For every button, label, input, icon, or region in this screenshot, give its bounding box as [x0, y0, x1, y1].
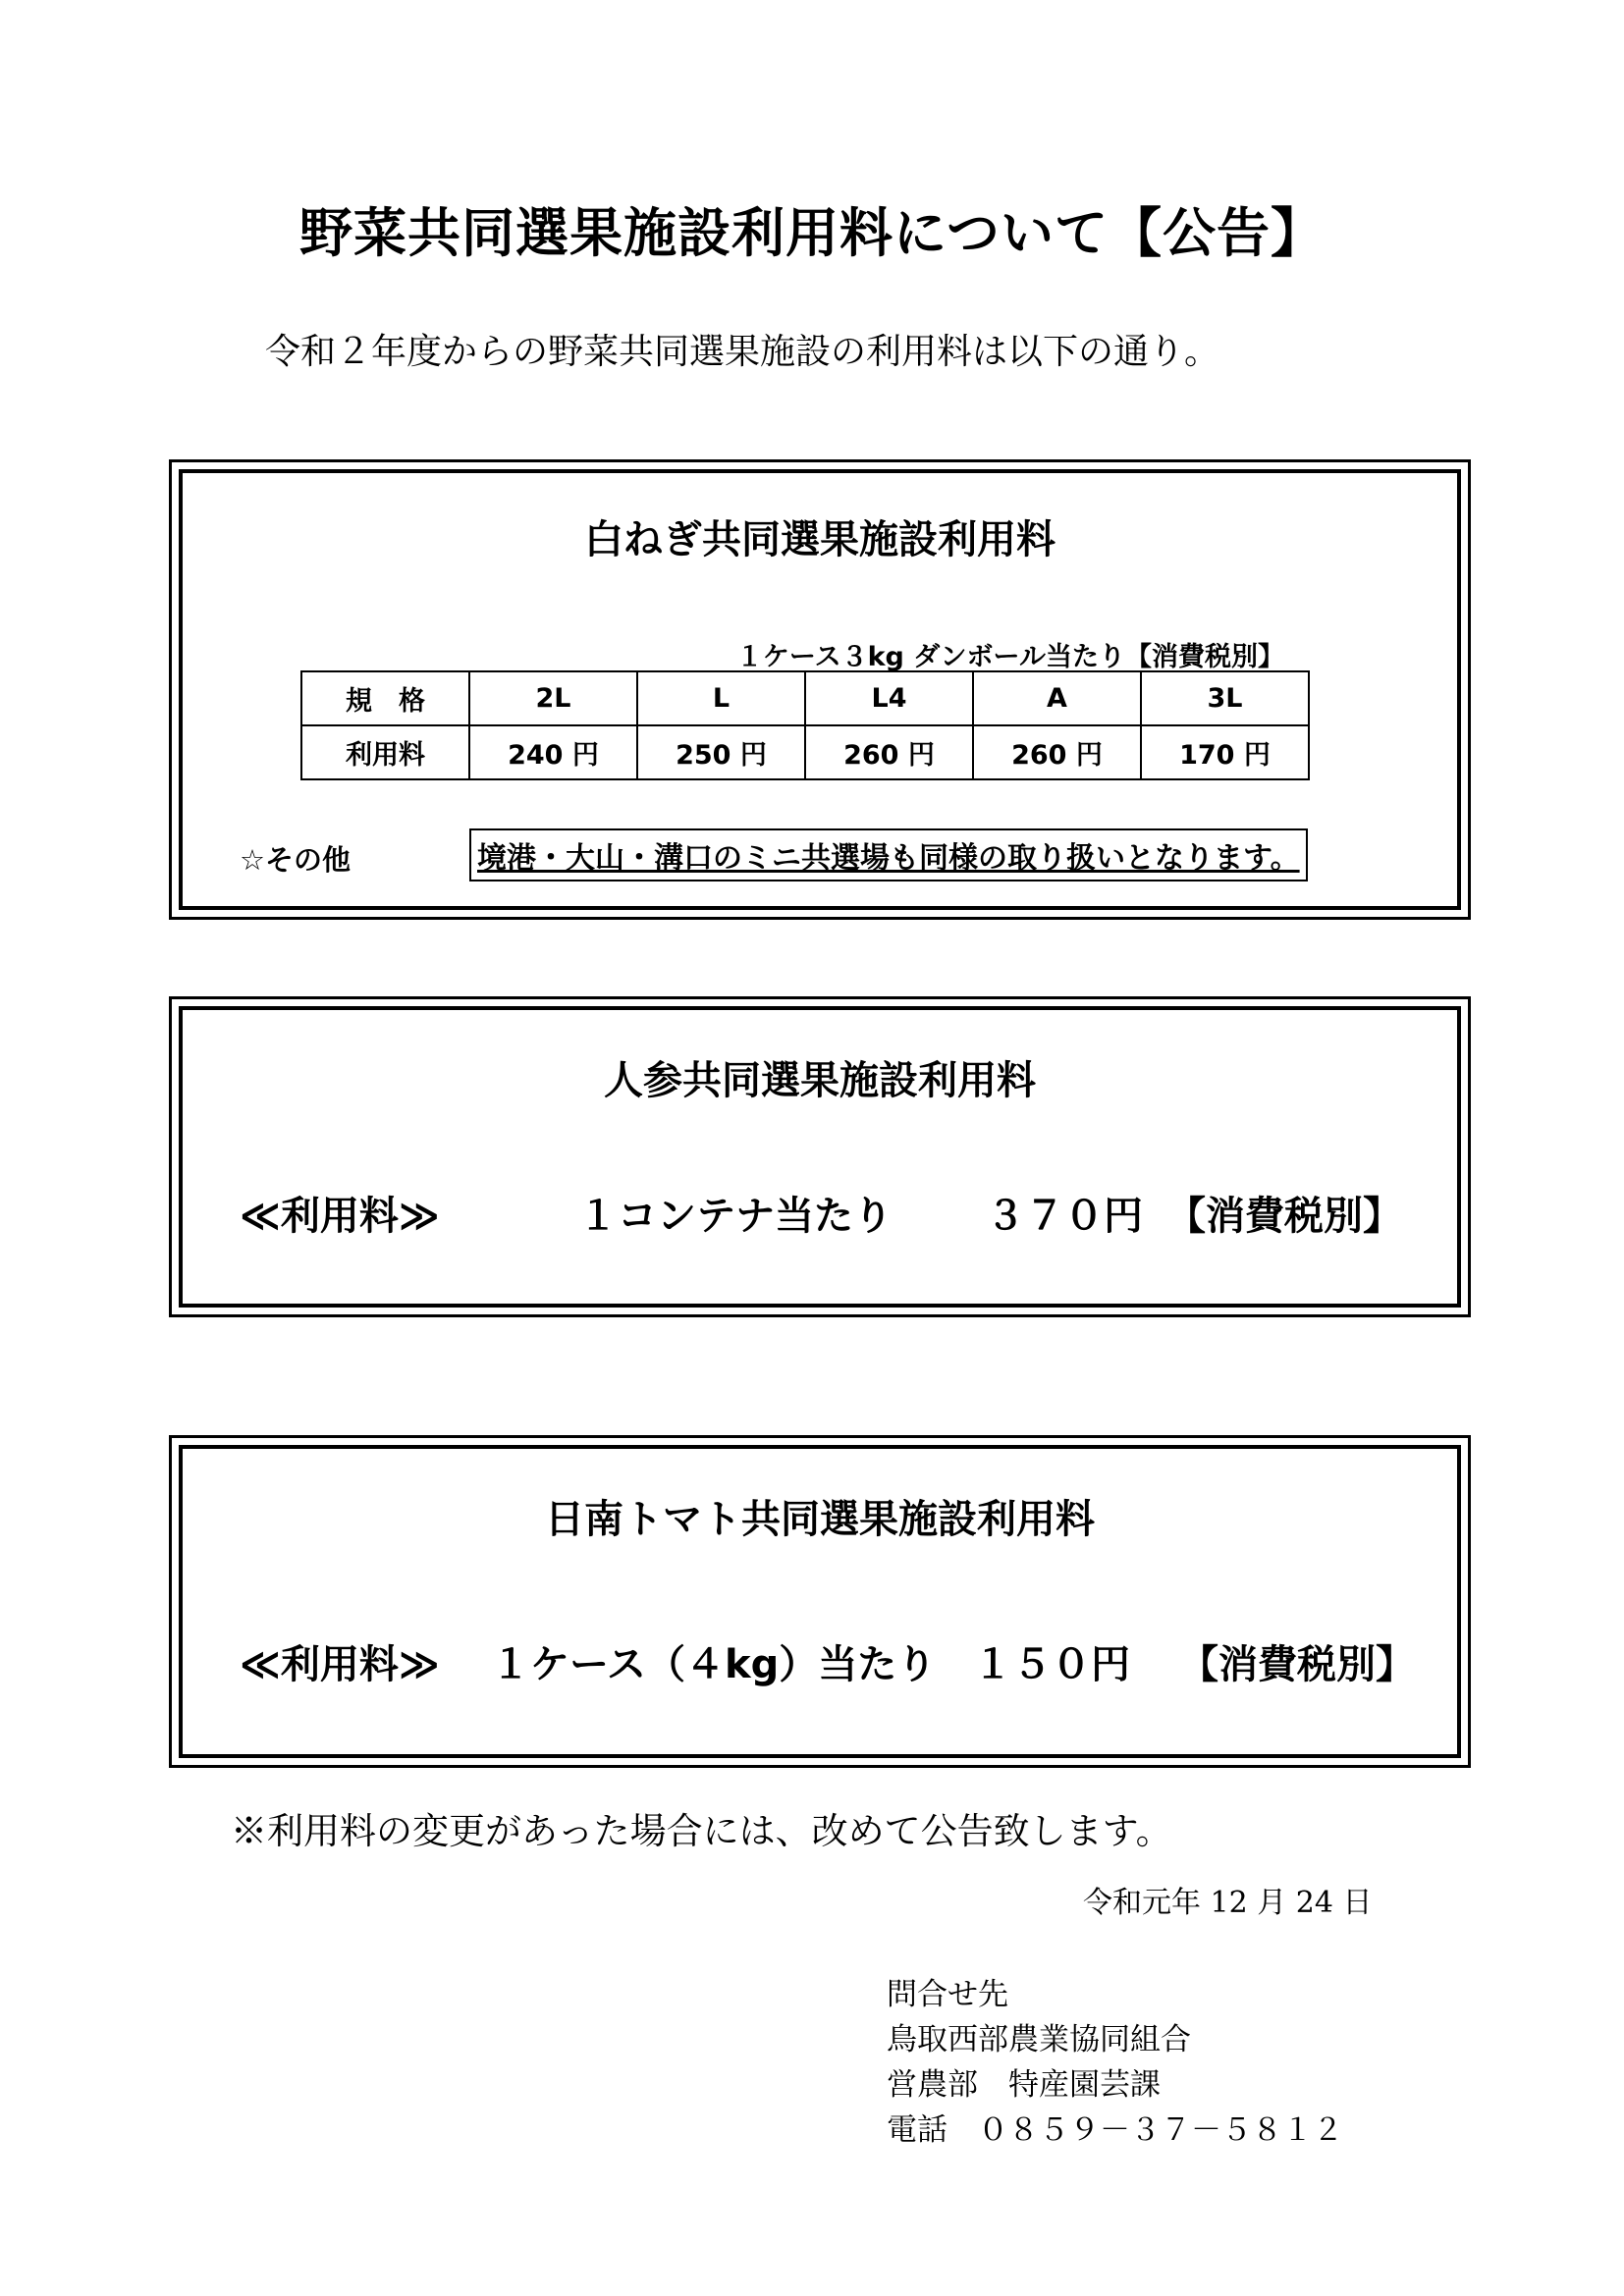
contact-label: 問合せ先 — [887, 1977, 1008, 2012]
table-row — [301, 671, 1309, 725]
negi-fee-table — [300, 670, 1310, 780]
carrot-section — [169, 996, 1471, 1317]
change-notice: ※利用料の変更があった場合には、改めて公告致します。 — [231, 1810, 1172, 1852]
contact-dept: 営農部 特産園芸課 — [887, 2067, 1161, 2103]
fee-cell: 250 円 — [637, 725, 805, 779]
grade-cell: L — [637, 671, 805, 725]
issue-date: 令和元年 12 月 24 日 — [1083, 1886, 1373, 1920]
intro-text: 令和２年度からの野菜共同選果施設の利用料は以下の通り。 — [265, 332, 1220, 372]
tomato-unit: １ケース（４kg）当たり — [491, 1642, 937, 1687]
carrot-heading: 人参共同選果施設利用料 — [604, 1058, 1036, 1103]
carrot-unit: １コンテナ当たり — [578, 1194, 893, 1239]
carrot-tax: 【消費税別】 — [1166, 1194, 1402, 1239]
grade-header: 規 格 — [301, 671, 469, 725]
negi-unit-note: １ケース３kg ダンボール当たり【消費税別】 — [735, 642, 1284, 672]
fee-header: 利用料 — [301, 725, 469, 779]
contact-phone: 電話 ０８５９－３７－５８１２ — [887, 2112, 1343, 2148]
fee-cell: 170 円 — [1141, 725, 1309, 779]
grade-cell: A — [973, 671, 1141, 725]
carrot-fee-label: ≪利用料≫ — [240, 1194, 440, 1239]
carrot-price: ３７０円 — [986, 1194, 1143, 1239]
other-note: 境港・大山・溝口のミニ共選場も同様の取り扱いとなります。 — [469, 828, 1308, 881]
tomato-heading: 日南トマト共同選果施設利用料 — [545, 1497, 1095, 1542]
tomato-fee-label: ≪利用料≫ — [240, 1642, 440, 1687]
contact-org: 鳥取西部農業協同組合 — [887, 2022, 1191, 2057]
table-row — [301, 725, 1309, 779]
tomato-tax: 【消費税別】 — [1179, 1642, 1415, 1687]
grade-cell: 2L — [469, 671, 637, 725]
negi-heading: 白ねぎ共同選果施設利用料 — [584, 517, 1056, 562]
tomato-section — [169, 1435, 1471, 1768]
page-title: 野菜共同選果施設利用料について【公告】 — [299, 202, 1325, 264]
other-label: ☆その他 — [240, 843, 351, 877]
fee-cell: 240 円 — [469, 725, 637, 779]
fee-cell: 260 円 — [805, 725, 973, 779]
tomato-price: １５０円 — [973, 1642, 1130, 1687]
grade-cell: 3L — [1141, 671, 1309, 725]
fee-cell: 260 円 — [973, 725, 1141, 779]
negi-section — [169, 459, 1471, 920]
grade-cell: L4 — [805, 671, 973, 725]
